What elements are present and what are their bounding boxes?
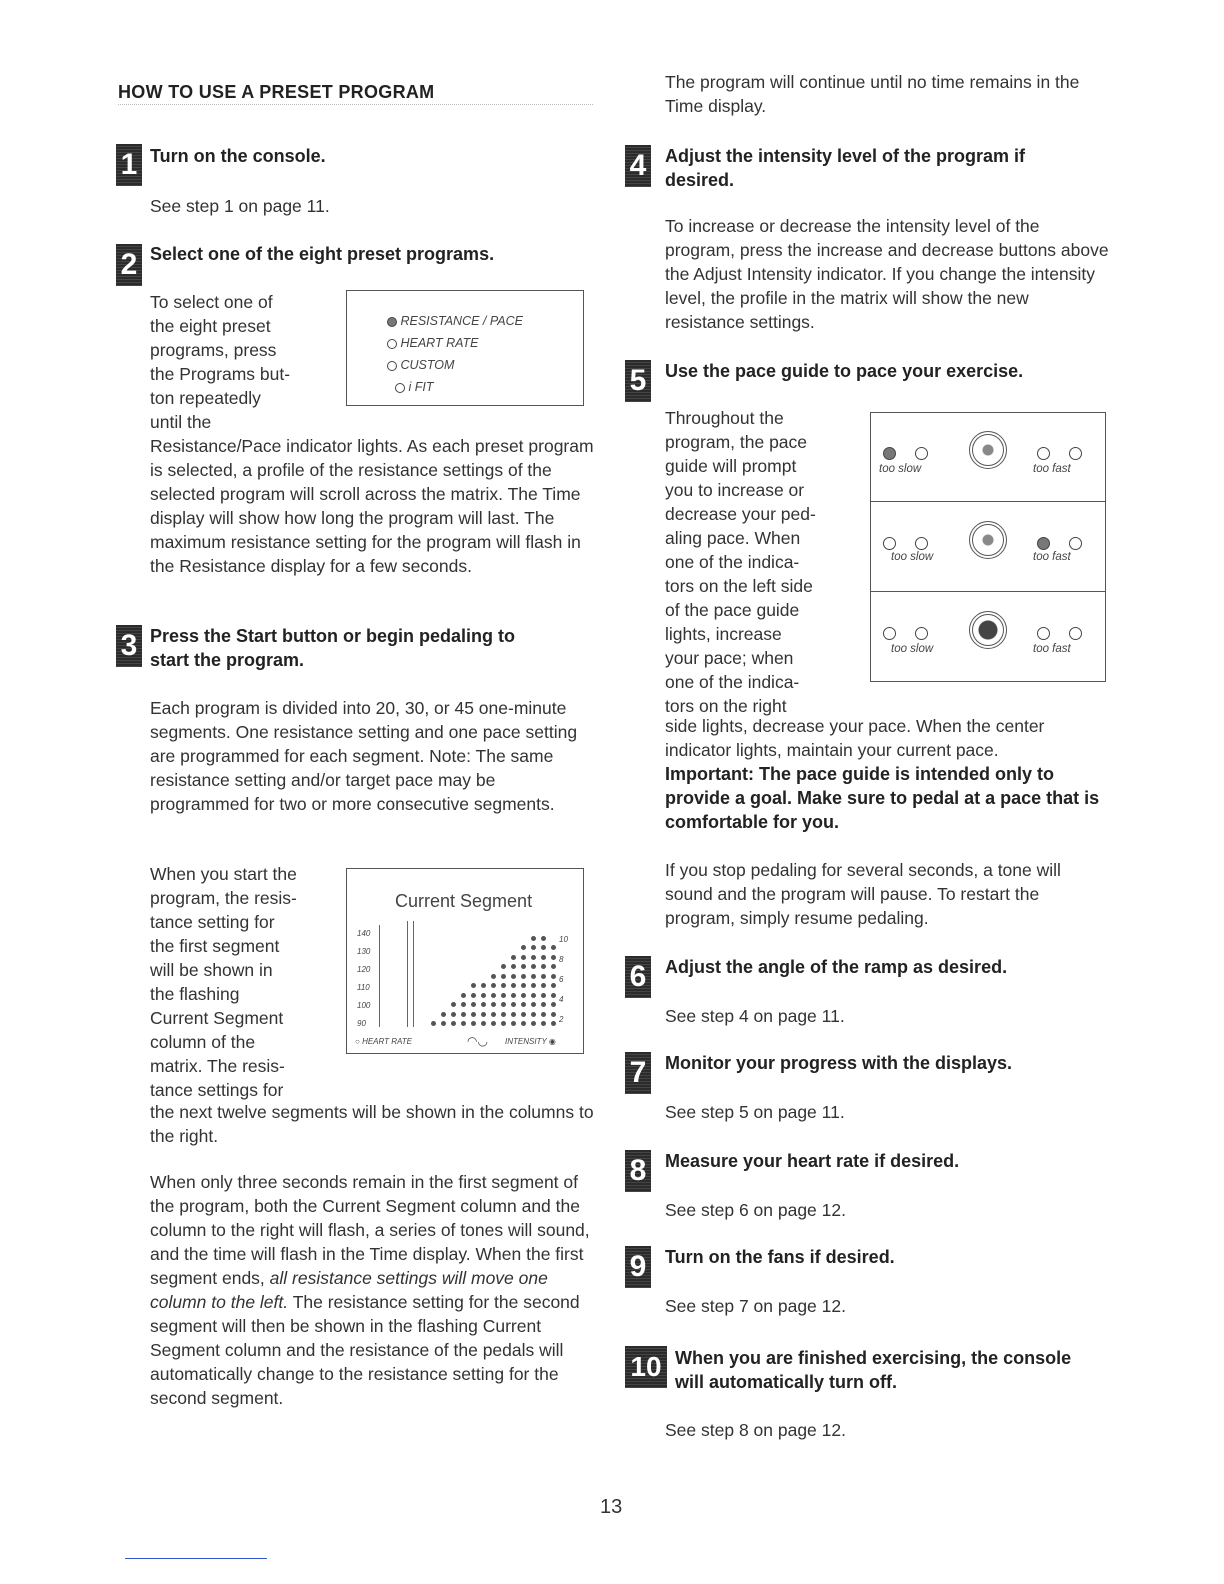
step-10-title-line2: will automatically turn off. [675,1372,898,1392]
step-3-line: the first segment [150,936,280,956]
step-3-title-line1: Press the Start button or begin pedaling to [150,626,516,646]
too-fast-label: too fast [1033,463,1071,475]
matrix-dot [531,974,536,979]
matrix-dot [481,1021,486,1026]
page-number: 13 [600,1496,623,1518]
matrix-dot [541,955,546,960]
matrix-left-tick: 120 [357,965,371,974]
step-2-line: until the [150,412,212,432]
matrix-dot [531,1002,536,1007]
step-6-number: 6 [625,956,651,998]
step-5-line: Throughout the [665,408,784,428]
para3-text-a: When only three seconds remain in the first segment of the program, both the Current Segment column and the column to the right will flash, a series of tones will sound, and the time will flash in the Time display. When the first segment ends, [150,1172,590,1288]
step-5-important: Important: The pace guide is intended only to provide a goal. Make sure to pedal at a pace that is comfortable for you. [665,764,1100,832]
step-7-number: 7 [625,1052,651,1094]
step-9-number: 9 [625,1246,651,1288]
matrix-dot [521,955,526,960]
step-4-title-line1: Adjust the intensity level of the program if [665,146,1026,166]
matrix-dot [511,964,516,969]
step-7-body: See step 5 on page 11. [665,1102,845,1122]
slow-indicator-icon [915,447,928,460]
matrix-dot [551,945,556,950]
fast-indicator-lit-icon [1037,537,1050,550]
matrix-dot [521,945,526,950]
matrix-dot [511,993,516,998]
matrix-right-tick: 8 [559,955,564,964]
matrix-dot [531,993,536,998]
pace-row-too-slow [871,413,1105,502]
fan-icon: ◠◡ [467,1034,488,1048]
matrix-dot [521,974,526,979]
step-5-pause-note: If you stop pedaling for several seconds, a tone will sound and the program will pause. To restart the program, simply resume pedaling. [665,860,1061,928]
matrix-dot [511,983,516,988]
step-5-body-wrap [665,406,865,718]
step-5-line: lights, increase [665,624,782,644]
pace-guide-diagram [870,412,1106,682]
matrix-dot [521,983,526,988]
step-5-line: program, the pace [665,432,808,452]
step-5-line: you to increase or [665,480,805,500]
intensity-text: INTENSITY [505,1037,547,1046]
step-5-line: tors on the right [665,696,787,716]
slow-indicator-lit-icon [883,447,896,460]
matrix-dot [441,1021,446,1026]
step-5-line: tors on the left side [665,576,813,596]
fast-indicator-icon [1069,447,1082,460]
matrix-title: Current Segment [395,891,533,911]
step-9-body: See step 7 on page 12. [665,1296,846,1316]
step-5-line: aling pace. When [665,528,801,548]
step-8-number: 8 [625,1150,651,1192]
step-8-body: See step 6 on page 12. [665,1200,846,1220]
matrix-dot [491,1012,496,1017]
matrix-dot [541,1012,546,1017]
matrix-left-axis [379,925,380,1027]
step-3-line: program, the resis- [150,888,297,908]
current-segment-guide [407,921,408,1027]
indicator-ifit [395,377,433,398]
too-slow-label: too slow [891,643,934,655]
step-3-title-line2: start the program. [150,650,305,670]
too-fast-label: too fast [1033,551,1071,563]
matrix-dot [551,1012,556,1017]
programs-indicator-box [346,290,584,406]
matrix-dot [491,993,496,998]
too-slow-label: too slow [879,463,922,475]
step-3-line: matrix. The resis- [150,1056,285,1076]
matrix-intensity-label: INTENSITY ◉ [505,1037,556,1046]
step-9-title: Turn on the fans if desired. [665,1247,895,1267]
indicator-label: CUSTOM [400,358,455,372]
center-indicator-icon [969,431,1007,469]
step-5-line: of the pace guide [665,600,800,620]
step-3-line: will be shown in [150,960,273,980]
matrix-display [346,868,584,1054]
slow-indicator-icon [883,627,896,640]
matrix-right-tick: 2 [559,1015,564,1024]
matrix-dot [451,1012,456,1017]
matrix-dot [481,983,486,988]
step-3-line: When you start the [150,864,297,884]
matrix-dot [481,993,486,998]
matrix-dot [501,983,506,988]
step-4-body: To increase or decrease the intensity level of the program, press the increase and decrease buttons above the Adjust Intensity indicator. If you change the intensity level, the profile in the matrix will show the new resistance settings. [665,216,1109,332]
footer-rule [125,1558,267,1559]
matrix-dot [541,936,546,941]
slow-indicator-icon [915,627,928,640]
center-indicator-icon [969,521,1007,559]
matrix-dot [491,974,496,979]
matrix-dot [501,993,506,998]
heart-rate-text: HEART RATE [362,1037,412,1046]
matrix-dot [491,983,496,988]
step-3-line: the flashing [150,984,240,1004]
section-title: HOW TO USE A PRESET PROGRAM [118,80,593,105]
indicator-label: HEART RATE [400,336,479,350]
matrix-dot [511,955,516,960]
matrix-field [347,869,583,1053]
step-2-body-rest: Resistance/Pace indicator lights. As each preset program is selected, a profile of the resistance settings of the selected program will scroll across the matrix. The Time display will show how long the program will last. The maximum resistance setting for the program will flash in the Resistance display for a few seconds. [150,436,594,576]
matrix-dot [551,974,556,979]
matrix-dot [461,993,466,998]
matrix-dot [511,1012,516,1017]
matrix-dot [531,1012,536,1017]
matrix-dot [541,1021,546,1026]
matrix-dot [521,1012,526,1017]
continue-note: The program will continue until no time remains in the Time display. [665,72,1080,116]
indicator-off-icon [395,383,405,393]
step-2-line: the Programs but- [150,364,291,384]
step-1-title: Turn on the console. [150,146,326,166]
matrix-left-tick: 100 [357,1001,371,1010]
matrix-dot [551,955,556,960]
indicator-label: i FIT [408,380,434,394]
fast-indicator-icon [1069,627,1082,640]
step-5-line: guide will prompt [665,456,797,476]
matrix-dot [531,983,536,988]
matrix-dot [451,1002,456,1007]
indicator-label: RESISTANCE / PACE [400,314,523,328]
step-6-body: See step 4 on page 11. [665,1006,845,1026]
step-3-para3 [150,1170,595,1410]
step-4-number: 4 [625,145,651,187]
slow-indicator-icon [915,537,928,550]
center-indicator-lit-icon [969,611,1007,649]
step-1-number: 1 [116,144,142,186]
matrix-dot [441,1012,446,1017]
matrix-dot [471,983,476,988]
matrix-left-tick: 140 [357,929,371,938]
matrix-dot [551,993,556,998]
matrix-dot [471,993,476,998]
step-5-title: Use the pace guide to pace your exercise. [665,361,1024,381]
matrix-dot [511,1002,516,1007]
matrix-dot [541,993,546,998]
indicator-off-icon [387,361,397,371]
step-3-para1: Each program is divided into 20, 30, or 45 one-minute segments. One resistance setting and one pace setting are programmed for each segment. Note: The same resistance setting and/or target pace may be programmed for two or more consecutive segments. [150,698,578,814]
fast-indicator-icon [1037,627,1050,640]
matrix-dot [501,974,506,979]
matrix-dot [551,983,556,988]
para3-text-b: The resistance setting for the second segment will then be shown in the flashing Current Segment column and the resistance of the pedals will automatically change to the resistance setting for the second segment. [150,1292,580,1408]
step-2-body-wrap [150,290,340,434]
step-2-line: the eight preset [150,316,271,336]
matrix-dot [521,964,526,969]
matrix-dot [491,1021,496,1026]
step-3-para2-rest: the next twelve segments will be shown in the columns to the right. [150,1102,594,1146]
matrix-dot [481,1002,486,1007]
matrix-dot [531,1021,536,1026]
step-5-body-rest: side lights, decrease your pace. When the center indicator lights, maintain your current pace. [665,716,1045,760]
current-segment-guide [413,921,414,1027]
slow-indicator-icon [883,537,896,550]
step-5-line: decrease your ped- [665,504,816,524]
matrix-dot [541,964,546,969]
matrix-left-tick: 90 [357,1019,366,1028]
matrix-dot [501,964,506,969]
indicator-resistance-pace [387,311,523,332]
matrix-right-tick: 4 [559,995,564,1004]
matrix-dot [461,1021,466,1026]
matrix-dot [511,1021,516,1026]
step-6-title: Adjust the angle of the ramp as desired. [665,957,1008,977]
step-5-number: 5 [625,360,651,402]
fast-indicator-icon [1037,447,1050,460]
matrix-dot [501,1002,506,1007]
too-slow-label: too slow [891,551,934,563]
matrix-dot [471,1012,476,1017]
matrix-right-tick: 10 [559,935,568,944]
matrix-dot [521,1002,526,1007]
matrix-dot [531,936,536,941]
matrix-dot [541,945,546,950]
step-2-line: programs, press [150,340,277,360]
matrix-right-tick: 6 [559,975,564,984]
too-fast-label: too fast [1033,643,1071,655]
step-7-title: Monitor your progress with the displays. [665,1053,1013,1073]
matrix-dot [471,1021,476,1026]
matrix-dot [501,1021,506,1026]
step-3-line: Current Segment [150,1008,284,1028]
indicator-heart-rate [387,333,479,354]
fast-indicator-icon [1069,537,1082,550]
indicator-off-icon [387,339,397,349]
matrix-dot [521,993,526,998]
step-8-title: Measure your heart rate if desired. [665,1151,960,1171]
step-2-line: To select one of [150,292,273,312]
step-2-title: Select one of the eight preset programs. [150,244,495,264]
pace-row-too-fast [871,503,1105,592]
matrix-dot [541,1002,546,1007]
step-3-line: tance settings for [150,1080,284,1100]
pace-row-on-pace [871,593,1105,681]
indicator-lit-icon [387,317,397,327]
indicator-custom [387,355,454,376]
step-5-line: one of the indica- [665,672,800,692]
step-3-number: 3 [116,625,142,667]
para3-text-italic: all resistance settings will move one column to the left. [150,1268,548,1312]
step-1-body: See step 1 on page 11. [150,196,330,216]
matrix-dot [511,974,516,979]
matrix-dot [531,955,536,960]
step-5-line: your pace; when [665,648,794,668]
matrix-dot [541,974,546,979]
matrix-dot [551,1021,556,1026]
step-2-number: 2 [116,244,142,286]
step-10-title-line1: When you are finished exercising, the console [675,1348,1072,1368]
step-10-number: 10 [625,1346,667,1388]
matrix-heart-rate-label: ○ HEART RATE [355,1037,412,1046]
step-3-line: tance setting for [150,912,275,932]
matrix-dot [491,1002,496,1007]
matrix-dot [471,1002,476,1007]
step-3-line: column of the [150,1032,256,1052]
matrix-dot [551,964,556,969]
matrix-dot [551,1002,556,1007]
matrix-left-tick: 110 [357,983,370,992]
matrix-dot [461,1012,466,1017]
matrix-dot [501,1012,506,1017]
matrix-left-tick: 130 [357,947,371,956]
step-5-line: one of the indica- [665,552,800,572]
matrix-dot [451,1021,456,1026]
step-10-body: See step 8 on page 12. [665,1420,846,1440]
matrix-dot [461,1002,466,1007]
matrix-dot [481,1012,486,1017]
matrix-dot [531,964,536,969]
step-2-line: ton repeatedly [150,388,261,408]
matrix-dot [541,983,546,988]
matrix-dot [431,1021,436,1026]
step-3-para2-wrap [150,862,340,1102]
matrix-dot [531,945,536,950]
matrix-dot [521,1021,526,1026]
step-4-title-line2: desired. [665,170,735,190]
